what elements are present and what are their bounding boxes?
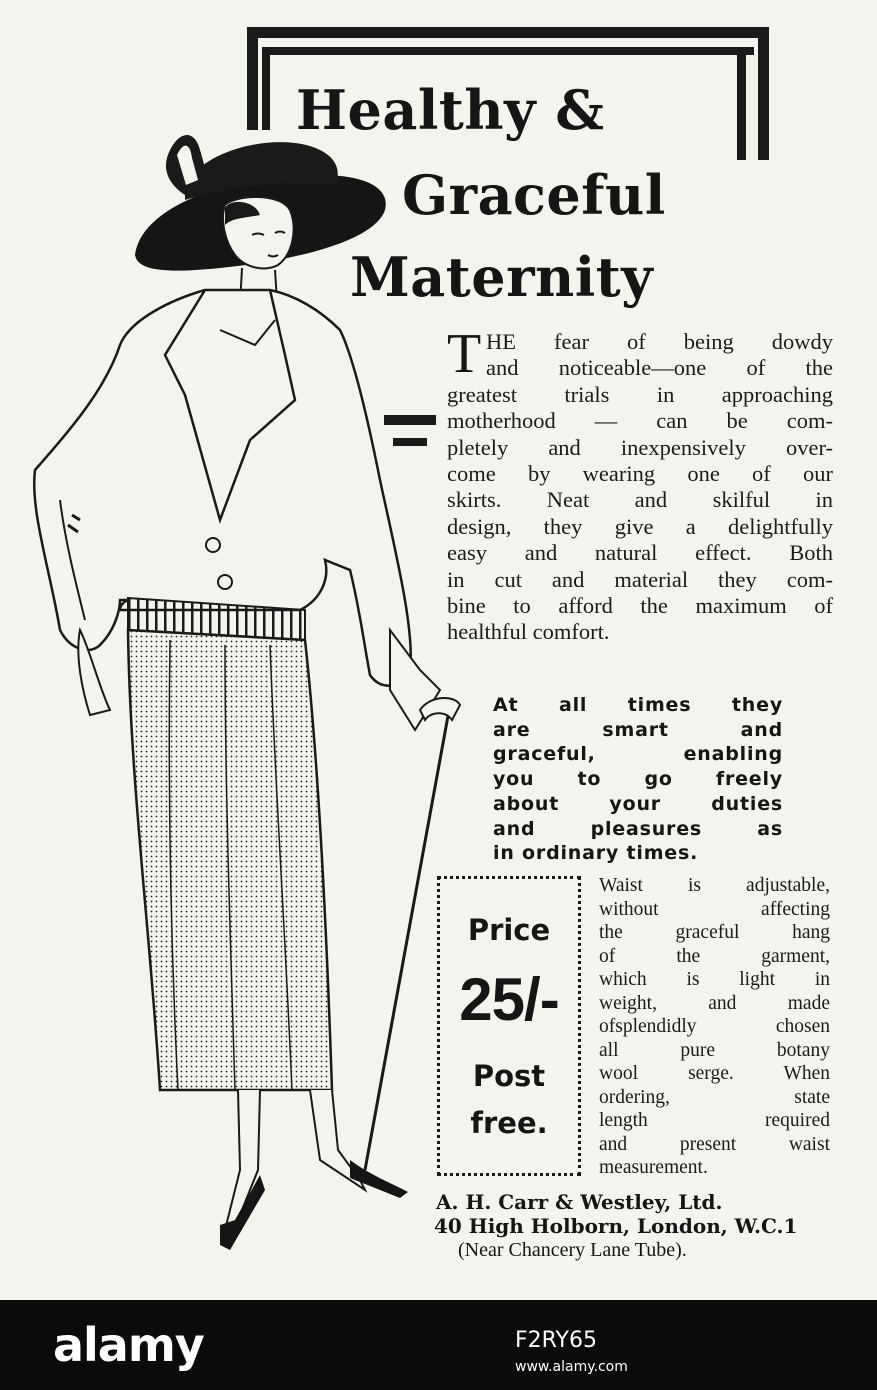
details-line: length required (599, 1110, 830, 1131)
bold-line: graceful, enabling (493, 743, 783, 766)
headline-line-1: Healthy & (296, 78, 605, 142)
details-line: without affecting (599, 898, 830, 920)
headline-line-3: Maternity (350, 245, 654, 309)
frame-right-inner (737, 47, 746, 160)
company-address: 40 High Holborn, London, W.C.1 (434, 1214, 798, 1238)
bold-paragraph (493, 693, 783, 866)
company-name: A. H. Carr & Westley, Ltd. (436, 1190, 723, 1214)
bold-line: you to go freely (493, 768, 783, 791)
headline-line-2: Graceful (402, 163, 666, 227)
details-line: ofsplendidly chosen (599, 1016, 830, 1037)
frame-right-outer (758, 27, 769, 160)
frame-top-inner (262, 47, 754, 55)
body-line: skirts. Neat and skilful in (447, 487, 833, 513)
watermark-footer (0, 1300, 877, 1390)
body-line: and noticeable—one of the (486, 355, 833, 381)
company-location-note: (Near Chancery Lane Tube). (458, 1239, 687, 1261)
bold-line: about your duties (493, 792, 783, 815)
price-value: 25/- (459, 966, 559, 1033)
image-id: F2RY65 (515, 1328, 597, 1353)
details-line: wool serge. When (599, 1063, 830, 1084)
details-line: which is light in (599, 969, 830, 990)
bold-line: are smart and (493, 718, 783, 741)
details-paragraph (599, 874, 830, 1180)
woman-illustration (20, 130, 490, 1260)
details-line: measurement. (599, 1157, 708, 1178)
bold-line: and pleasures as (493, 817, 783, 840)
body-line: motherhood — can be com- (447, 408, 833, 434)
frame-left-inner (262, 47, 270, 130)
details-line: all pure botany (599, 1039, 830, 1061)
frame-left-outer (247, 27, 258, 130)
body-paragraph (447, 329, 833, 646)
frame-top-outer (247, 27, 769, 38)
dropcap-letter: T (447, 323, 482, 385)
bold-line: At all times they (493, 694, 783, 716)
details-line: and present waist (599, 1133, 830, 1155)
details-line: of the garment, (599, 945, 830, 967)
bold-line: in ordinary times. (493, 842, 699, 865)
body-line: healthful comfort. (447, 619, 610, 645)
decorative-dash-top (384, 415, 436, 425)
price-box (437, 876, 581, 1176)
body-line: pletely and inexpensively over- (447, 434, 833, 460)
details-line: ordering, state (599, 1086, 830, 1108)
company-block (434, 1190, 834, 1262)
body-line: greatest trials in approaching (447, 381, 833, 407)
body-line: in cut and material they com- (447, 566, 833, 592)
body-line: easy and natural effect. Both (447, 540, 833, 566)
decorative-dash-bottom (393, 438, 427, 446)
price-label: Price (467, 913, 551, 947)
price-post-label: Post (472, 1059, 546, 1093)
alamy-logo: alamy (53, 1318, 204, 1372)
body-line: design, they give a delightfully (447, 513, 833, 539)
details-line: the graceful hang (599, 922, 830, 943)
watermark-url: www.alamy.com (515, 1359, 628, 1375)
body-line: come by wearing one of our (447, 461, 833, 487)
body-line: HE fear of being dowdy (486, 329, 833, 354)
price-free-label: free. (470, 1106, 548, 1140)
body-line: bine to afford the maximum of (447, 593, 833, 619)
details-line: Waist is adjustable, (599, 875, 830, 896)
details-line: weight, and made (599, 992, 830, 1014)
